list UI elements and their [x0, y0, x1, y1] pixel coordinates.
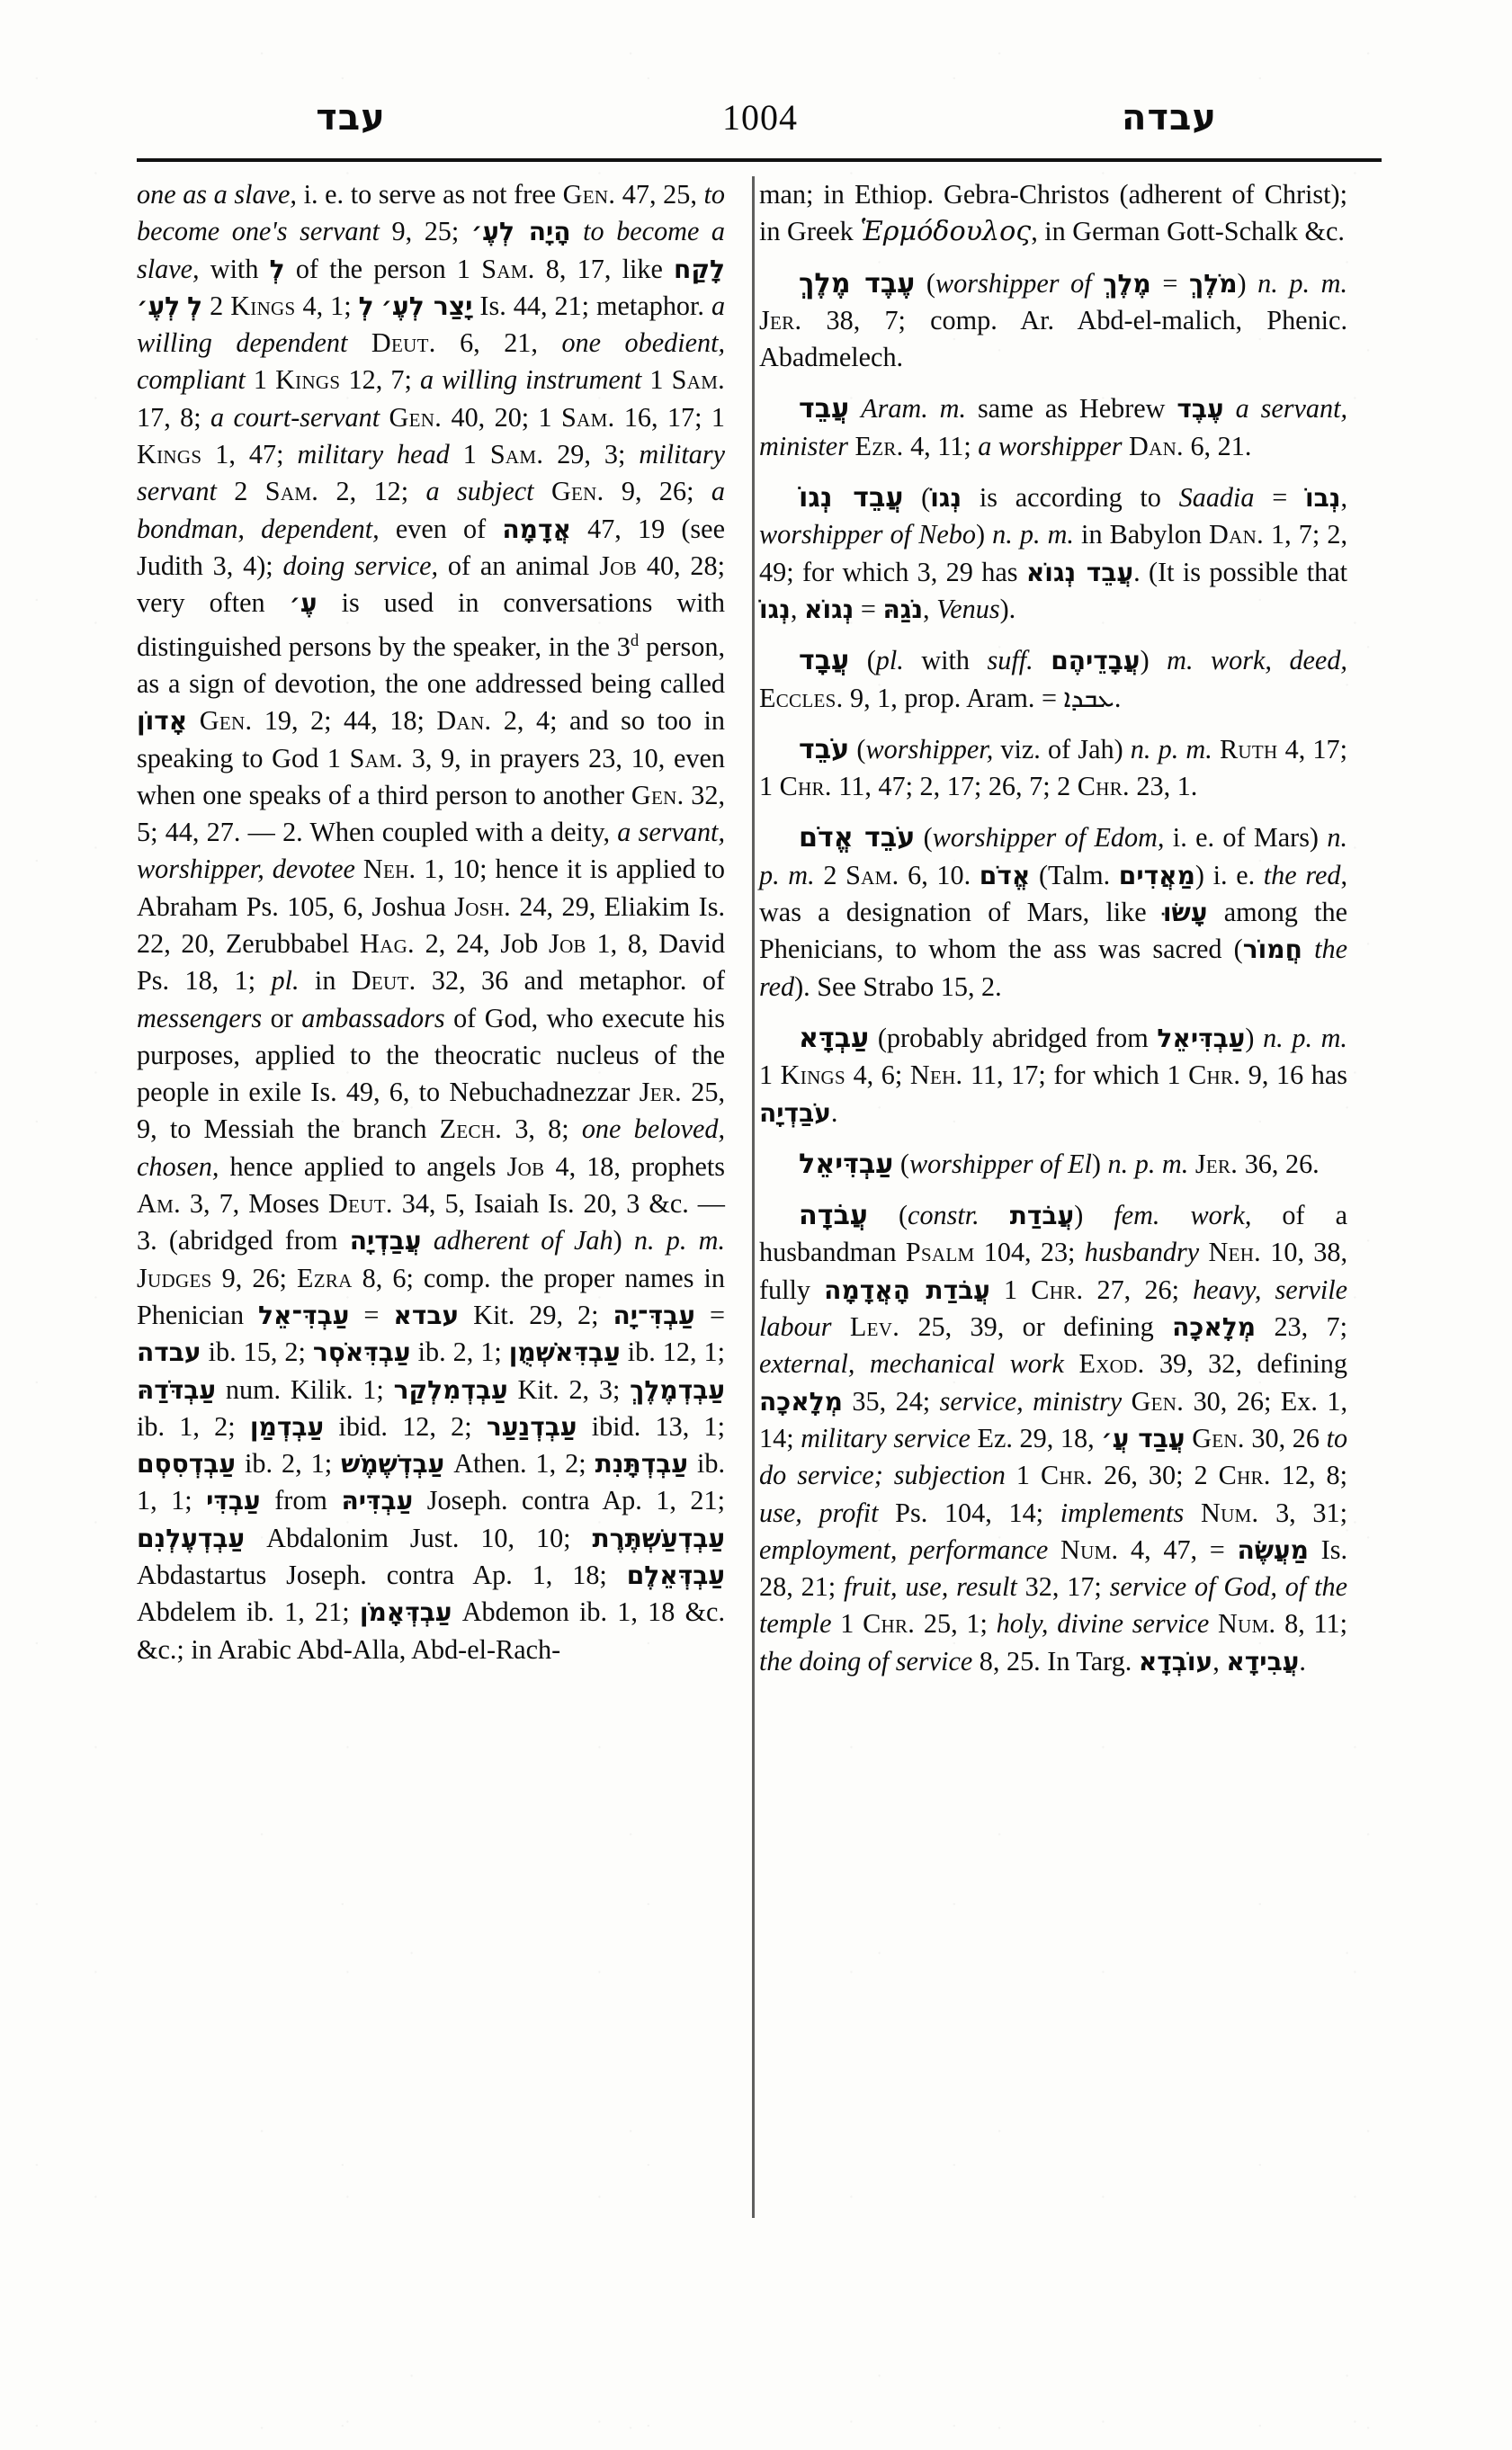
- greek-word: Ἑρμόδουλος: [860, 216, 1032, 248]
- gloss-text: to become one's servant: [137, 179, 725, 247]
- header-rule: [137, 158, 1382, 162]
- syriac-word: ܥܒܕܐ: [1063, 682, 1114, 713]
- scripture-abbreviation: Sam.: [264, 476, 319, 507]
- hebrew-word: עֹבֵד: [799, 733, 850, 765]
- scripture-abbreviation: Chr.: [779, 771, 832, 802]
- gloss-text: to do service; subjection: [759, 1422, 1348, 1491]
- gloss-text: military service: [801, 1422, 971, 1453]
- hebrew-word: עַבְדְסִסְם: [137, 1449, 237, 1480]
- hebrew-word: הָיָה לְעֶ׳: [470, 217, 571, 247]
- hebrew-word: עַבְדִּאֹסְר: [312, 1337, 411, 1368]
- hebrew-word: מְלָאכָה: [1172, 1312, 1257, 1343]
- gloss-text: a bondman, dependent,: [137, 476, 725, 544]
- scripture-abbreviation: Am.: [137, 1188, 181, 1220]
- scripture-abbreviation: Hag.: [360, 928, 415, 959]
- gloss-text: use, profit: [759, 1497, 879, 1528]
- scripture-abbreviation: Gen.: [1192, 1422, 1245, 1453]
- scripture-abbreviation: Chr.: [1218, 1460, 1271, 1491]
- scripture-abbreviation: Chr.: [863, 1608, 916, 1640]
- hebrew-word: עָשׂוּ: [1162, 898, 1208, 928]
- hebrew-word: נְבוֹ: [1304, 483, 1341, 514]
- hebrew-word: עֶ׳: [289, 588, 318, 619]
- scripture-abbreviation: Deut.: [371, 327, 436, 359]
- running-head: [135, 86, 1385, 149]
- gloss-text: pl.: [271, 965, 300, 997]
- scripture-abbreviation: Dan.: [1209, 519, 1264, 550]
- entry-paragraph: one as a slave, i. e. to serve as not free Gen. 47, 25, to become one's servant 9, 25; הָיָה לְעֶ׳ to become a slave, with לְ of the person 1 Sam. 8, 17, like לָקַח לְעֶ׳ לְ 2 Kings 4, 1; לְ יָצַר לְעֶ׳ Is. 44, 21; metaphor. a willing dependent Deut. 6, 21, one obedient, compliant 1 Kings 12, 7; a willing instrument 1 Sam. 17, 8; a court-servant Gen. 40, 20; 1 Sam. 16, 17; 1 Kings 1, 47; military head 1 Sam. 29, 3; military servant 2 Sam. 2, 12; a subject Gen. 9, 26; a bondman, dependent, even of אֲדָמָה 47, 19 (see Judith 3, 4); doing service, of an animal Job 40, 28; very often עֶ׳ is used in conversations with distinguished persons by the speaker, in the 3$^d$ person, as a sign of devotion, the one addressed being called אָדוֹן Gen. 19, 2; 44, 18; Dan. 2, 4; and so too in speaking to God 1 Sam. 3, 9, in prayers 23, 10, even when one speaks of a third person to another Gen. 32, 5; 44, 27. — 2. When coupled with a deity, a servant, worshipper, devotee Neh. 1, 10; hence it is applied to Abraham Ps. 105, 6, Joshua Josh. 24, 29, Eliakim Is. 22, 20, Zerubbabel Hag. 2, 24, Job Job 1, 8, David Ps. 18, 1; pl. in Deut. 32, 36 and metaphor. of messengers or ambassadors of God, who execute his purposes, applied to the theocratic nucleus of the people in exile Is. 49, 6, to Nebuchadnezzar Jer. 25, 9, to Messiah the branch Zech. 3, 8; one beloved, chosen, hence applied to angels Job 4, 18, prophets Am. 3, 7, Moses Deut. 34, 5, Isaiah Is. 20, 3 &c. — 3. (abridged from עֲבַדְיָה adherent of Jah) n. p. m. Judges 9, 26; Ezra 8, 6; comp. the proper names in Phenician עַבְדִּ־אֵל = עבדא Kit. 29, 2; עַבְדִּ־יָה = עבדה ib. 15, 2; עַבְדִּאֹסְר ib. 2, 1; עַבְדִּאֹשְׁמֻן ib. 12, 1; עַבְדֹּדַהּ num. Kilik. 1; עַבְדְמִלְקַר Kit. 2, 3; עַבְדְמֶלֶךְ ib. 1, 2; עַבְדְמַן ibid. 12, 2; עַבְדְנַעַר ibid. 13, 1; עַבְדְסִסְם ib. 2, 1; עַבְדְשֶׁמֶשׁ Athen. 1, 2; עַבְדְתָּנִת ib. 1, 1; עַבְדִּי from עַבְדִּיהּ Joseph. contra Ap. 1, 21; עַבְדְעֶלְנִם Abdalonim Just. 10, 10; עַבְדְעַשְׁתֶּרֶת Abdastartus Joseph. contra Ap. 1, 18; עַבְדְּאֵלֶם Abdelem ib. 1, 21; עַבְדְּאָמֹן Abdemon ib. 1, 18 &c. &c.; in Arabic Abd-Alla, Abd-el-Rach-: [137, 179, 726, 1665]
- scripture-abbreviation: Job: [599, 550, 638, 581]
- gloss-text: Aram. m.: [861, 393, 967, 425]
- gloss-text: service of God, of the temple: [759, 1571, 1348, 1640]
- hebrew-word: עַבְדִּאֹשְׁמֻן: [508, 1337, 621, 1368]
- hebrew-word: עֲבַדְיָה: [349, 1226, 422, 1256]
- gloss-text: doing service,: [282, 550, 439, 581]
- gloss-text: messengers: [137, 1002, 263, 1033]
- gloss-text: n. p. m.: [1107, 1148, 1189, 1179]
- gloss-text: n. p. m.: [1263, 1022, 1347, 1053]
- scripture-abbreviation: Deut.: [351, 965, 416, 997]
- scripture-abbreviation: Zech.: [439, 1113, 503, 1145]
- hebrew-word: עַבְדְמַן: [249, 1411, 325, 1442]
- gloss-text: one beloved, chosen,: [137, 1113, 726, 1182]
- gloss-text: military head: [297, 439, 450, 470]
- scripture-abbreviation: Gen.: [631, 779, 684, 810]
- hebrew-word: נְגוֹ: [930, 483, 962, 514]
- gloss-text: worshipper of: [935, 267, 1092, 299]
- gloss-text: a willing dependent: [137, 290, 726, 359]
- hebrew-word: מֹלֶךְ: [1188, 268, 1238, 299]
- gloss-text: adherent of Jah: [433, 1225, 613, 1256]
- gloss-text: constr.: [908, 1200, 980, 1231]
- hebrew-word: עַבְדְשֶׁמֶשׁ: [341, 1449, 445, 1480]
- scripture-abbreviation: Sam.: [481, 253, 535, 284]
- left-column: [137, 176, 734, 2245]
- scripture-abbreviation: Chr.: [1041, 1460, 1094, 1491]
- hebrew-word: לְ: [358, 291, 374, 321]
- scripture-abbreviation: Num.: [1218, 1608, 1276, 1640]
- scripture-abbreviation: Neh.: [362, 854, 416, 885]
- hebrew-word: עבדה: [137, 1337, 201, 1368]
- scripture-abbreviation: Kings: [275, 364, 341, 396]
- hebrew-word: עַבְדְנַעַר: [486, 1411, 577, 1442]
- scripture-abbreviation: Gen.: [550, 476, 604, 507]
- hebrew-word: מְלָאכָה: [759, 1386, 843, 1417]
- scripture-abbreviation: Num.: [1200, 1497, 1259, 1528]
- gloss-text: employment, performance: [759, 1533, 1049, 1565]
- hebrew-word: עֲבֵד נְגוֹא: [1025, 557, 1134, 587]
- hebrew-word: עֶבֶד מֶלֶךְ: [799, 267, 916, 300]
- gloss-text: ambassadors: [301, 1002, 445, 1033]
- scripture-abbreviation: Job: [506, 1150, 545, 1182]
- gloss-text: the red: [1263, 859, 1341, 890]
- gloss-text: implements: [1060, 1497, 1185, 1528]
- hebrew-word: עֲבֹדַת: [1009, 1201, 1075, 1231]
- scripture-abbreviation: Jer.: [759, 304, 802, 335]
- gloss-text: m. work, deed,: [1167, 645, 1347, 676]
- gloss-text: to become a slave,: [137, 216, 726, 284]
- hebrew-word: עַבְדְעַשְׁתֶּרֶת: [592, 1523, 725, 1553]
- hebrew-word: נֹגַהּ: [882, 594, 924, 624]
- scripture-abbreviation: Gen.: [562, 179, 616, 210]
- hebrew-word: עַבְדְתָּנִת: [595, 1449, 688, 1480]
- scripture-abbreviation: Chr.: [1031, 1274, 1084, 1305]
- gloss-text: the red: [759, 934, 1348, 1002]
- gloss-text: worshipper of El: [908, 1148, 1092, 1179]
- scripture-abbreviation: Jer.: [639, 1077, 683, 1108]
- gloss-text: one as a slave,: [137, 179, 297, 210]
- hebrew-word: עַבְדְעֶלְנִם: [137, 1523, 246, 1553]
- gloss-text: worshipper of Edom,: [932, 822, 1165, 854]
- entry-paragraph: עֲבֵד נְגוֹ (נְגוֹ is according to Saadia = נְבוֹ, worshipper of Nebo) n. p. m. in Babylon Dan. 1, 7; 2, 49; for which 3, 29 has עֲבֵד נְגוֹא. (It is possible that נְגוֹ, נְגוֹא = נֹגַהּ, Venus).: [759, 482, 1348, 624]
- scripture-abbreviation: Gen.: [1131, 1385, 1185, 1417]
- scripture-abbreviation: Sam.: [845, 859, 899, 890]
- scripture-abbreviation: Psalm: [905, 1237, 975, 1268]
- scripture-abbreviation: Jer.: [1194, 1148, 1239, 1179]
- hebrew-word: עֲבֵד נְגוֹ: [799, 482, 904, 514]
- hebrew-word: עֲבֵד: [799, 393, 850, 425]
- hebrew-word: עַבְדִּיאֵל: [1157, 1023, 1246, 1053]
- entry-paragraph: עֲבָד (pl. with suff. עֲבָדֵיהֶם) m. work, deed, Eccles. 9, 1, prop. Aram. = ܥܒܕܐ.: [759, 645, 1347, 713]
- hebrew-word: עֲבַד עֲ׳: [1101, 1423, 1185, 1453]
- scripture-abbreviation: Neh.: [909, 1060, 963, 1091]
- hebrew-word: לְ: [269, 254, 285, 284]
- inline-text: d: [630, 630, 640, 650]
- gloss-text: n. p. m.: [759, 822, 1347, 890]
- entry-paragraph: עֹבֵד (worshipper, viz. of Jah) n. p. m. Ruth 4, 17; 1 Chr. 11, 47; 2, 17; 26, 7; 2 Chr. 23, 1.: [759, 733, 1347, 802]
- gloss-text: Saadia: [1178, 482, 1255, 514]
- scripture-abbreviation: Sam.: [349, 742, 404, 773]
- scripture-abbreviation: Gen.: [199, 705, 253, 737]
- scripture-abbreviation: Eccles.: [759, 682, 844, 713]
- hebrew-word: עַבְדְמֶלֶךְ: [630, 1374, 725, 1405]
- entry-paragraph: עַבְדָּא (probably abridged from עַבְדִּיאֵל) n. p. m. 1 Kings 4, 6; Neh. 11, 17; for which 1 Chr. 9, 16 has עֹבַדְיָה.: [759, 1022, 1347, 1128]
- scripture-abbreviation: Ezra: [296, 1262, 353, 1293]
- hebrew-word: מַעֲשֶׂה: [1237, 1534, 1309, 1565]
- scripture-abbreviation: Josh.: [454, 890, 511, 922]
- hebrew-word: יָצַר לְעֶ׳: [380, 291, 473, 321]
- scripture-abbreviation: Sam.: [489, 439, 544, 470]
- hebrew-word: עַבְדְּאֵלֶם: [626, 1560, 725, 1591]
- hebrew-word: עַבְדֹּדַהּ: [137, 1374, 217, 1405]
- hebrew-word: עֹבַדְיָה: [759, 1097, 831, 1128]
- hebrew-word: עֲבֹדָה: [799, 1200, 868, 1232]
- hebrew-word: נְגוֹא: [804, 594, 854, 624]
- hebrew-word: עַבְדִּ־אֵל: [258, 1300, 350, 1330]
- gloss-text: a subject: [425, 476, 534, 507]
- gloss-text: n. p. m.: [1130, 733, 1212, 765]
- scripture-abbreviation: Deut.: [328, 1188, 393, 1220]
- gloss-text: fem. work,: [1114, 1200, 1252, 1231]
- gloss-text: n. p. m.: [633, 1225, 725, 1256]
- hebrew-word: אֱדֹם: [979, 860, 1031, 890]
- hebrew-word: עַבְדִּיהּ: [341, 1486, 414, 1516]
- scripture-abbreviation: Chr.: [1077, 771, 1130, 802]
- hebrew-word: עַבְדְמִלְקַר: [393, 1374, 508, 1405]
- hebrew-word: עוֹבְדָא: [1138, 1646, 1213, 1677]
- scripture-abbreviation: Judges: [137, 1262, 212, 1293]
- entry-paragraph: עֶבֶד מֶלֶךְ (worshipper of מֶלֶךְ = מֹלֶךְ) n. p. m. Jer. 38, 7; comp. Ar. Abd-el-malich, Phenic. Abadmelech.: [759, 267, 1347, 373]
- running-head-right-lemma: עבדה: [1121, 97, 1218, 139]
- gloss-text: fruit, use, result: [844, 1571, 1017, 1603]
- hebrew-word: חֲמוֹר: [1242, 934, 1302, 965]
- scripture-abbreviation: Exod.: [1078, 1348, 1145, 1380]
- gloss-text: n. p. m.: [992, 519, 1074, 550]
- hebrew-word: עֹבֵד אֱדֹם: [799, 822, 916, 854]
- scripture-abbreviation: Dan.: [1129, 430, 1184, 461]
- entry-paragraph: עֲבֵד Aram. m. same as Hebrew עֶבֶד a servant, minister Ezr. 4, 11; a worshipper Dan. 6, 21.: [759, 393, 1348, 461]
- gloss-text: husbandry: [1084, 1237, 1200, 1268]
- gloss-text: heavy, servile labour: [759, 1274, 1348, 1343]
- entry-paragraph: עֲבֹדָה (constr. עֲבֹדַת) fem. work, of a husbandman Psalm 104, 23; husbandry Neh. 10, 38, fully עֲבֹדַת הָאֲדָמָה 1 Chr. 27, 26; heavy, servile labour Lev. 25, 39, or defining מְלָאכָה 23, 7; external, mechanical work Exod. 39, 32, defining מְלָאכָה 35, 24; service, ministry Gen. 30, 26; Ex. 1, 14; military service Ez. 29, 18, עֲבַד עֲ׳ Gen. 30, 26 to do service; subjection 1 Chr. 26, 30; 2 Chr. 12, 8; use, profit Ps. 104, 14; implements Num. 3, 31; employment, performance Num. 4, 47, = מַעֲשֶׂה Is. 28, 21; fruit, use, result 32, 17; service of God, of the temple 1 Chr. 25, 1; holy, divine service Num. 8, 11; the doing of service 8, 25. In Targ. עוֹבְדָא, עֲבִידָא.: [759, 1200, 1348, 1677]
- hebrew-word: לָקַח לְעֶ׳: [137, 254, 725, 321]
- scripture-abbreviation: Ruth: [1219, 733, 1278, 765]
- hebrew-word: עַבְדִּיאֵל: [799, 1148, 894, 1180]
- hebrew-word: נְגוֹ: [759, 594, 791, 624]
- gloss-text: service, ministry: [939, 1385, 1123, 1417]
- gloss-text: suff.: [987, 645, 1033, 676]
- hebrew-word: עֲבֹדַת הָאֲדָמָה: [824, 1274, 990, 1305]
- gloss-text: external, mechanical work: [759, 1348, 1064, 1380]
- gloss-text: pl.: [875, 645, 904, 676]
- gloss-text: n. p. m.: [1257, 267, 1347, 299]
- scripture-abbreviation: Neh.: [1208, 1237, 1262, 1268]
- gloss-text: worshipper,: [865, 733, 994, 765]
- scripture-abbreviation: Chr.: [1188, 1060, 1241, 1091]
- scripture-abbreviation: Sam.: [561, 401, 615, 433]
- hebrew-word: עֲבָד: [799, 645, 850, 677]
- hebrew-word: עַבְדָּא: [799, 1022, 870, 1054]
- entry-paragraph: עֹבֵד אֱדֹם (worshipper of Edom, i. e. of Mars) n. p. m. 2 Sam. 6, 10. אֱדֹם (Talm. מַאֲדִים) i. e. the red, was a designation of Mars, like עָשׂוּ among the Phenicians, to whom the ass was sacred (חֲמוֹר the red). See Strabo 15, 2.: [759, 822, 1348, 1002]
- gloss-text: a servant, worshipper, devotee: [137, 817, 725, 885]
- gloss-text: a worshipper: [978, 430, 1123, 461]
- gloss-text: one obedient, compliant: [137, 327, 726, 396]
- entry-paragraph: man; in Ethiop. Gebra-Christos (adherent of Christ); in Greek Ἑρμόδουλος, in German Gott-Schalk &c.: [759, 179, 1347, 248]
- gloss-text: worshipper of Nebo: [759, 519, 976, 550]
- gloss-text: military servant: [137, 439, 725, 507]
- scripture-abbreviation: Gen.: [389, 401, 443, 433]
- hebrew-word: אֲדָמָה: [502, 514, 571, 544]
- gloss-text: holy, divine service: [996, 1608, 1210, 1640]
- hebrew-word: עֲבָדֵיהֶם: [1051, 646, 1141, 676]
- running-head-left-lemma: עבד: [316, 97, 386, 139]
- scripture-abbreviation: Num.: [1060, 1533, 1119, 1565]
- gloss-text: Venus: [936, 593, 1000, 624]
- scripture-abbreviation: Sam.: [671, 364, 726, 396]
- hebrew-word: מֶלֶךְ: [1103, 268, 1151, 299]
- hebrew-word: מַאֲדִים: [1118, 860, 1195, 890]
- hebrew-word: לְ: [187, 291, 203, 321]
- scripture-abbreviation: Dan.: [436, 705, 492, 737]
- entry-paragraph: עַבְדִּיאֵל (worshipper of El) n. p. m. Jer. 36, 26.: [799, 1148, 1320, 1180]
- hebrew-word: אָדוֹן: [137, 706, 188, 737]
- scripture-abbreviation: Job: [549, 928, 586, 959]
- scripture-abbreviation: Kings: [230, 290, 296, 321]
- gloss-text: a servant, minister: [759, 393, 1348, 461]
- gloss-text: a willing instrument: [419, 364, 642, 396]
- hebrew-word: עֲבִידָא: [1226, 1646, 1300, 1677]
- right-column: [734, 176, 1347, 2245]
- page-number: 1004: [722, 97, 798, 138]
- hebrew-word: עַבְדְּאָמֹן: [359, 1597, 452, 1628]
- hebrew-word: עֶבֶד: [1176, 394, 1224, 425]
- hebrew-word: עַבְדִּ־יָה: [613, 1300, 695, 1330]
- hebrew-word: עבדא: [393, 1300, 460, 1330]
- scripture-abbreviation: Kings: [780, 1060, 845, 1091]
- scripture-abbreviation: Kings: [137, 439, 202, 470]
- scripture-abbreviation: Lev.: [849, 1311, 900, 1343]
- scripture-abbreviation: Ezr.: [854, 430, 904, 461]
- hebrew-word: עַבְדִּי: [206, 1486, 261, 1516]
- gloss-text: a court-servant: [210, 401, 380, 433]
- text-body: [137, 176, 1382, 2245]
- gloss-text: the doing of service: [759, 1645, 973, 1677]
